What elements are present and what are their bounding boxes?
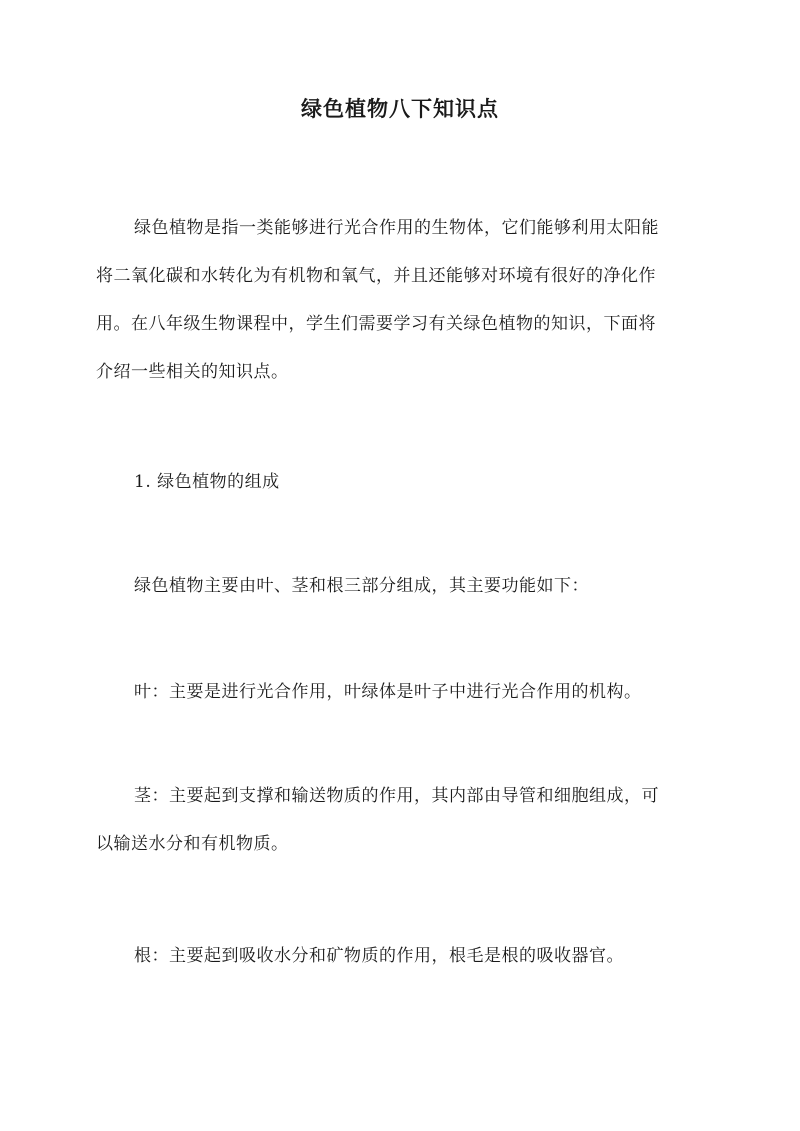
section-1-heading <box>134 458 744 506</box>
stem-line-1: 茎：主要起到支撑和输送物质的作用，其内部由导管和细胞组成，可 <box>134 786 659 806</box>
root-paragraph <box>96 932 706 980</box>
intro-line-4: 介绍一些相关的知识点。 <box>96 362 289 382</box>
leaf-text: 叶：主要是进行光合作用，叶绿体是叶子中进行光合作用的机构。 <box>134 682 642 702</box>
composition-summary-text: 绿色植物主要由叶、茎和根三部分组成，其主要功能如下： <box>134 576 589 596</box>
intro-line-3: 用。在八年级生物课程中，学生们需要学习有关绿色植物的知识，下面将 <box>96 314 656 334</box>
intro-line-1: 绿色植物是指一类能够进行光合作用的生物体，它们能够利用太阳能 <box>134 218 659 238</box>
document-title: 绿色植物八下知识点 <box>301 96 499 121</box>
stem-paragraph <box>96 772 706 868</box>
composition-summary-paragraph <box>96 562 706 610</box>
intro-paragraph <box>96 204 706 396</box>
stem-line-2: 以输送水分和有机物质。 <box>96 834 289 854</box>
section-1-heading-text: 1. 绿色植物的组成 <box>134 472 280 492</box>
leaf-paragraph <box>96 668 706 716</box>
root-text: 根：主要起到吸收水分和矿物质的作用，根毛是根的吸收器官。 <box>134 946 624 966</box>
intro-line-2: 将二氧化碳和水转化为有机物和氧气，并且还能够对环境有很好的净化作 <box>96 266 656 286</box>
